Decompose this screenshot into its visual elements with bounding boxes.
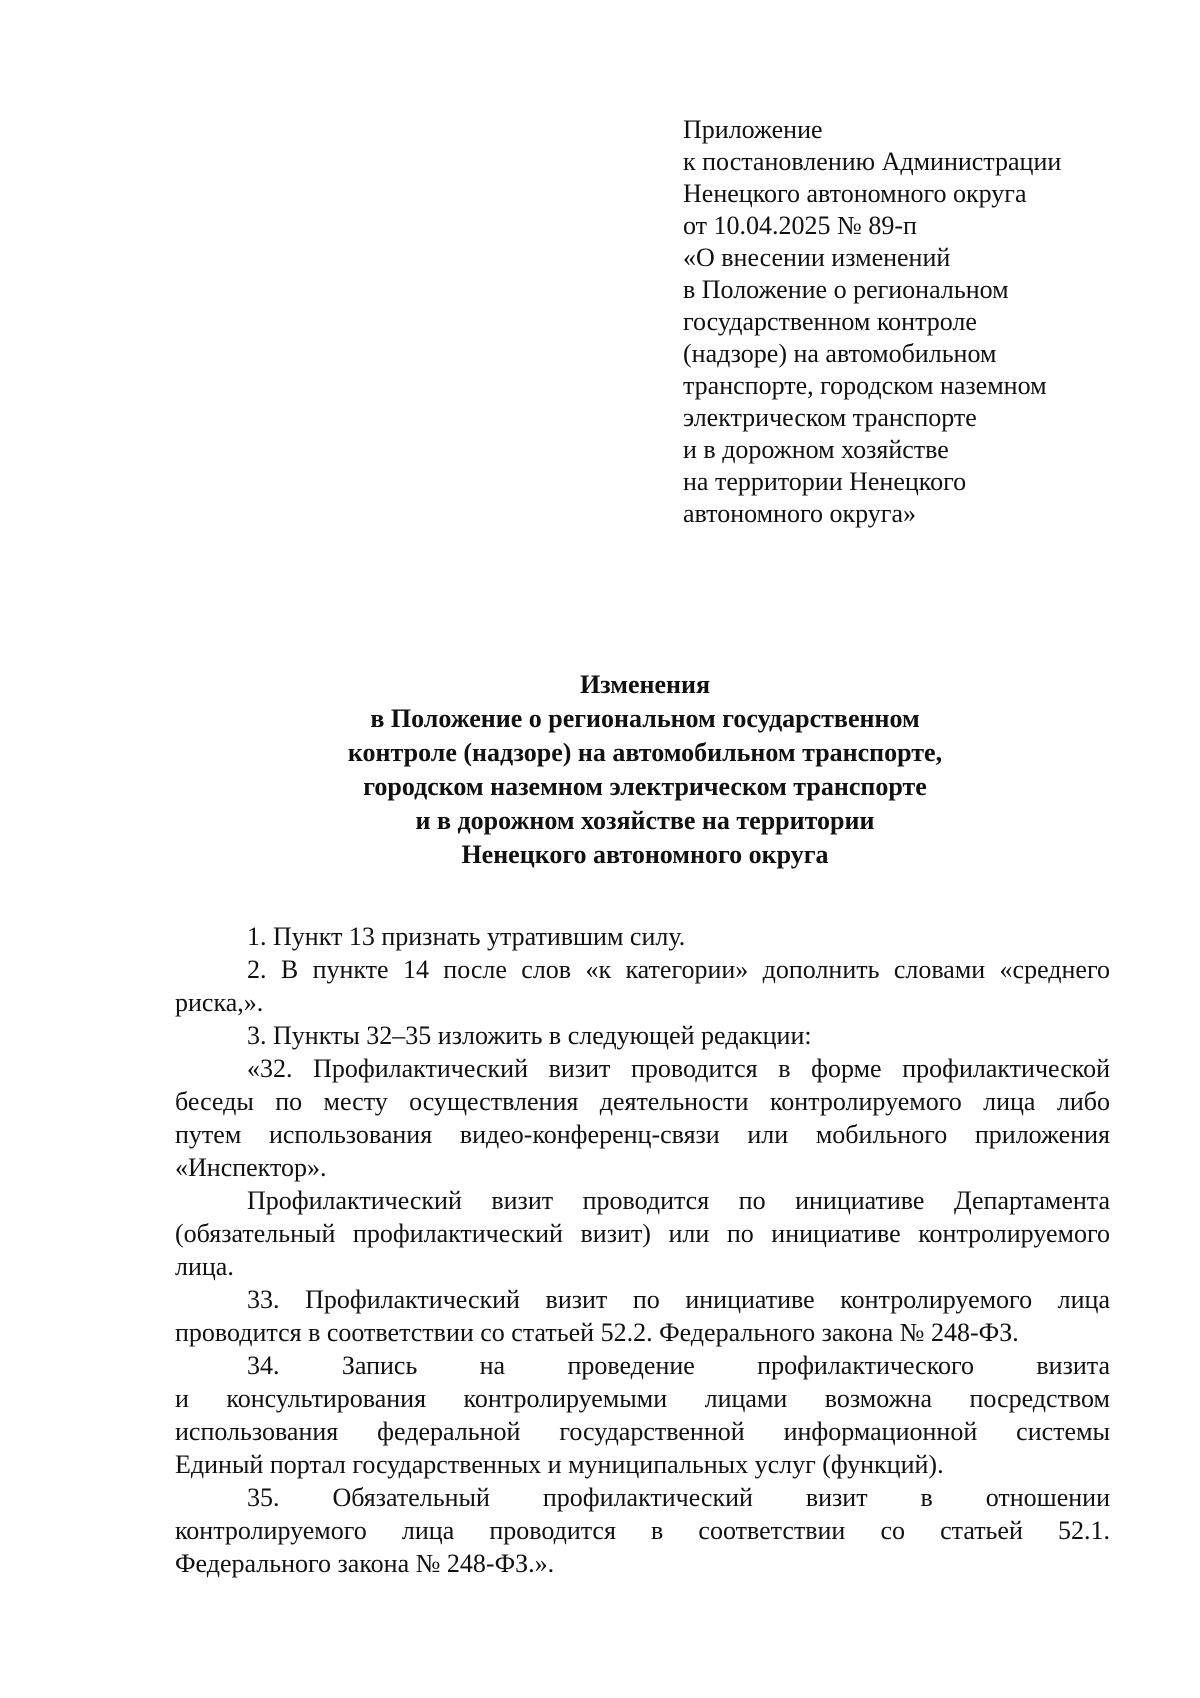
attachment-line: Ненецкого автономного округа: [683, 179, 1027, 208]
paragraph-line: путем использования видео-конференц-связи или мобильного приложения: [175, 1120, 1110, 1149]
paragraph-line: проводится в соответствии со статьей 52.2. Федерального закона № 248-ФЗ.: [175, 1318, 1019, 1347]
paragraph-line: лица.: [175, 1252, 234, 1281]
paragraph-line: 2. В пункте 14 после слов «к категории» дополнить словами «среднего: [247, 955, 1110, 984]
attachment-line: и в дорожном хозяйстве: [683, 435, 949, 464]
paragraph-line: риска,».: [175, 988, 264, 1017]
paragraph-3: [175, 1019, 1110, 1052]
paragraph-line: (обязательный профилактический визит) или по инициативе контролируемого: [175, 1219, 1110, 1248]
paragraph-4: [175, 1052, 1110, 1184]
paragraph-line: контролируемого лица проводится в соответствии со статьей 52.1.: [175, 1516, 1110, 1545]
paragraph-2: [175, 953, 1110, 1019]
attachment-line: к постановлению Администрации: [683, 147, 1062, 176]
attachment-line: «О внесении изменений: [683, 243, 951, 272]
paragraph-7: [175, 1349, 1110, 1481]
attachment-line: на территории Ненецкого: [683, 467, 967, 496]
paragraph-5: [175, 1184, 1110, 1283]
paragraph-line: Федерального закона № 248-ФЗ.».: [175, 1549, 555, 1578]
document-title: [100, 668, 1190, 872]
paragraph-line: 1. Пункт 13 признать утратившим силу.: [247, 922, 686, 951]
title-line: городском наземном электрическом транспорте: [363, 772, 927, 801]
paragraph-line: «Инспектор».: [175, 1153, 327, 1182]
paragraph-line: 3. Пункты 32–35 изложить в следующей редакции:: [247, 1021, 812, 1050]
paragraph-line: Единый портал государственных и муниципальных услуг (функций).: [175, 1450, 944, 1479]
attachment-line: автономного округа»: [683, 499, 916, 528]
paragraph-6: [175, 1283, 1110, 1349]
attachment-line: Приложение: [683, 115, 823, 144]
document-body: [175, 920, 1110, 1580]
paragraph-line: «32. Профилактический визит проводится в форме профилактической: [247, 1054, 1110, 1083]
paragraph-8: [175, 1481, 1110, 1580]
attachment-line: от 10.04.2025 № 89-п: [683, 211, 917, 240]
attachment-line: (надзоре) на автомобильном: [683, 339, 997, 368]
paragraph-1: [175, 920, 1110, 953]
attachment-line: в Положение о региональном: [683, 275, 1009, 304]
title-line: контроле (надзоре) на автомобильном транспорте,: [347, 738, 943, 767]
attachment-line: электрическом транспорте: [683, 403, 977, 432]
title-line: Ненецкого автономного округа: [461, 840, 829, 869]
paragraph-line: использования федеральной государственной информационной системы: [175, 1417, 1110, 1446]
paragraph-line: 35. Обязательный профилактический визит в отношении: [247, 1483, 1110, 1512]
paragraph-line: 34. Запись на проведение профилактического визита: [247, 1351, 1110, 1380]
paragraph-line: Профилактический визит проводится по инициативе Департамента: [247, 1186, 1110, 1215]
paragraph-line: и консультирования контролируемыми лицами возможна посредством: [175, 1384, 1110, 1413]
title-line: Изменения: [579, 670, 711, 699]
paragraph-line: 33. Профилактический визит по инициативе контролируемого лица: [247, 1285, 1110, 1314]
attachment-line: транспорте, городском наземном: [683, 371, 1047, 400]
attachment-line: государственном контроле: [683, 307, 977, 336]
title-line: в Положение о региональном государственном: [370, 704, 920, 733]
paragraph-line: беседы по месту осуществления деятельности контролируемого лица либо: [175, 1087, 1110, 1116]
title-line: и в дорожном хозяйстве на территории: [415, 806, 875, 835]
attachment-header: [683, 114, 1143, 530]
